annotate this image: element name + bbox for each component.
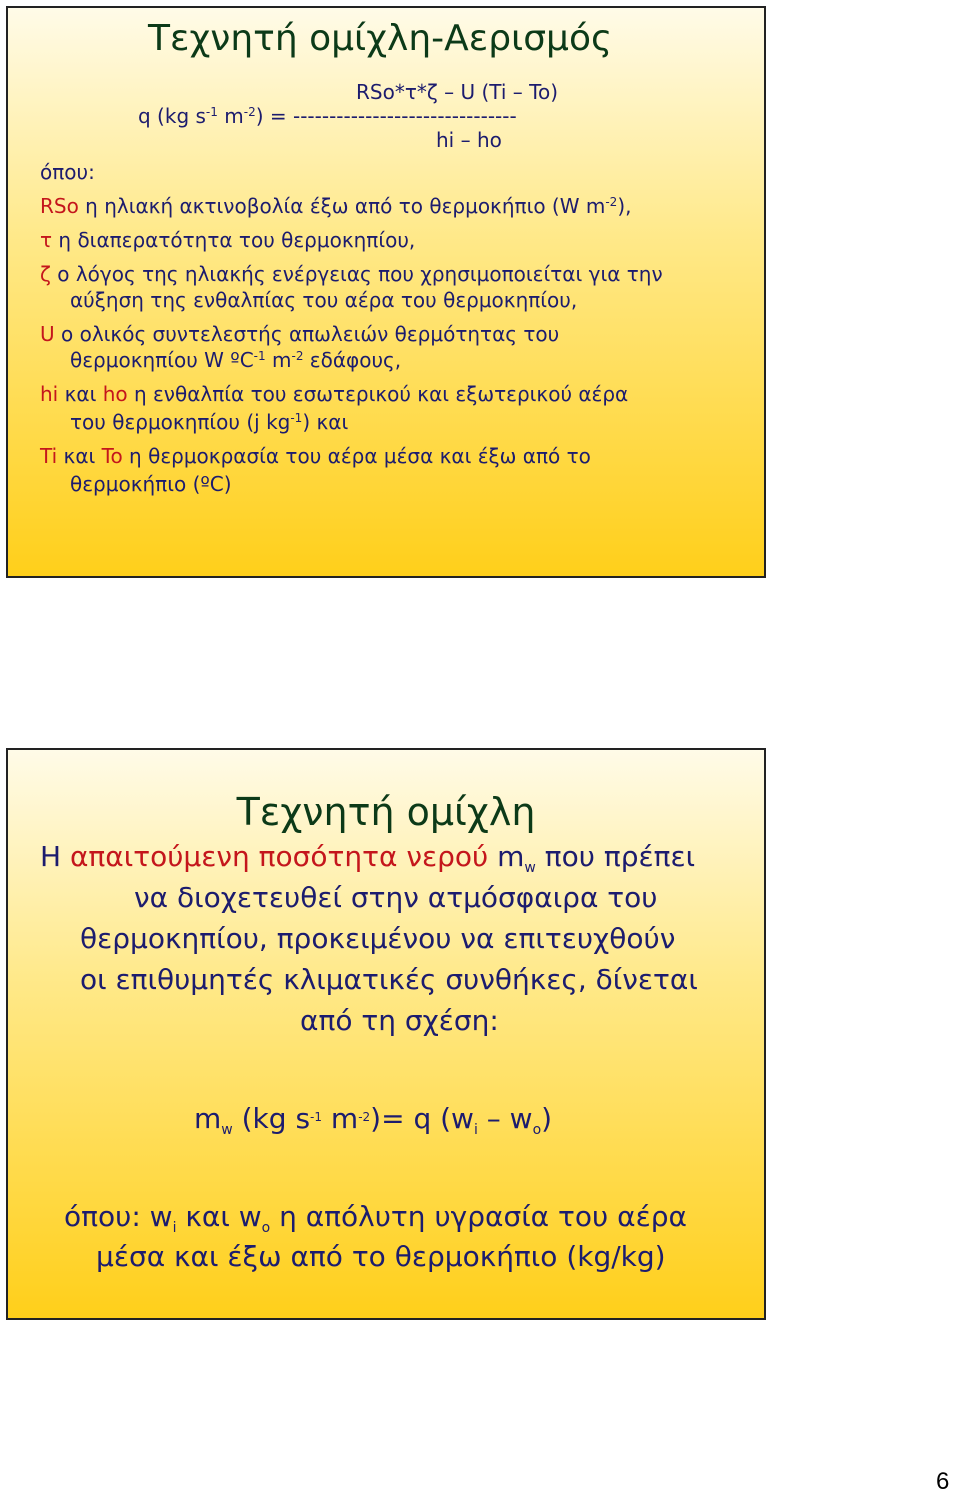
definition-u-cont: θερμοκηπίου W ºC$^{-1}$ $m^{-2}$ εδάφους,: [70, 348, 402, 372]
slide-title: Τεχνητή ομίχλη: [236, 790, 536, 834]
slide-artificial-fog: [6, 748, 766, 1320]
paragraph-line-3: θερμοκηπίου, προκειμένου να επιτευχθούν: [80, 922, 676, 955]
definition-hi-ho: hi και ho η ενθαλπία του εσωτερικού και εξωτερικού αέρα: [40, 382, 629, 406]
formula-denominator: hi – ho: [436, 128, 502, 152]
definition-zeta: ζ ο λόγος της ηλιακής ενέργειας που χρησιμοποιείται για την: [40, 262, 663, 286]
definition-ti-to-cont: θερμοκήπιο (ºC): [70, 472, 232, 496]
definition-u: U ο ολικός συντελεστής απωλειών θερμότητας του: [40, 322, 560, 346]
definition-ti-to: Ti και To η θερμοκρασία του αέρα μέσα και έξω από το: [40, 444, 591, 468]
paragraph-line-2: να διοχετευθεί στην ατμόσφαιρα του: [134, 881, 658, 914]
definition-hi-ho-cont: του θερμοκηπίου (j $kg^{-1}$) και: [70, 410, 349, 434]
paragraph-line-1: Η απαιτούμενη ποσότητα νερού $m_w$ που πρέπει: [40, 840, 696, 876]
formula-numerator: RSo*τ*ζ – U (Ti – To): [356, 80, 558, 104]
slide-title: Τεχνητή ομίχλη-Αερισμός: [148, 18, 613, 59]
where-line-1: όπου: $w_i$ και $w_o$ η απόλυτη υγρασία του αέρα: [64, 1200, 687, 1236]
where-line-2: μέσα και έξω από το θερμοκήπιο (kg/kg): [96, 1240, 666, 1273]
formula-lhs: q (kg $s^{-1}$ $m^{-2}$) = -------------------------------: [138, 104, 517, 128]
where-label: όπου:: [40, 160, 95, 184]
paragraph-line-5: από τη σχέση:: [300, 1004, 499, 1037]
definition-tau: τ η διαπερατότητα του θερμοκηπίου,: [40, 228, 416, 252]
slide-ventilation: [6, 6, 766, 578]
paragraph-line-4: οι επιθυμητές κλιματικές συνθήκες, δίνεται: [80, 963, 698, 996]
definition-rso: RSo η ηλιακή ακτινοβολία έξω από το θερμοκήπιο (W $m^{-2}$),: [40, 194, 632, 218]
water-equation: $m_w$ (kg $s^{-1}$ $m^{-2})= q$ $(w_i - w_o)$: [194, 1102, 553, 1138]
definition-zeta-cont: αύξηση της ενθαλπίας του αέρα του θερμοκηπίου,: [70, 288, 578, 312]
page-number: 6: [936, 1468, 950, 1495]
